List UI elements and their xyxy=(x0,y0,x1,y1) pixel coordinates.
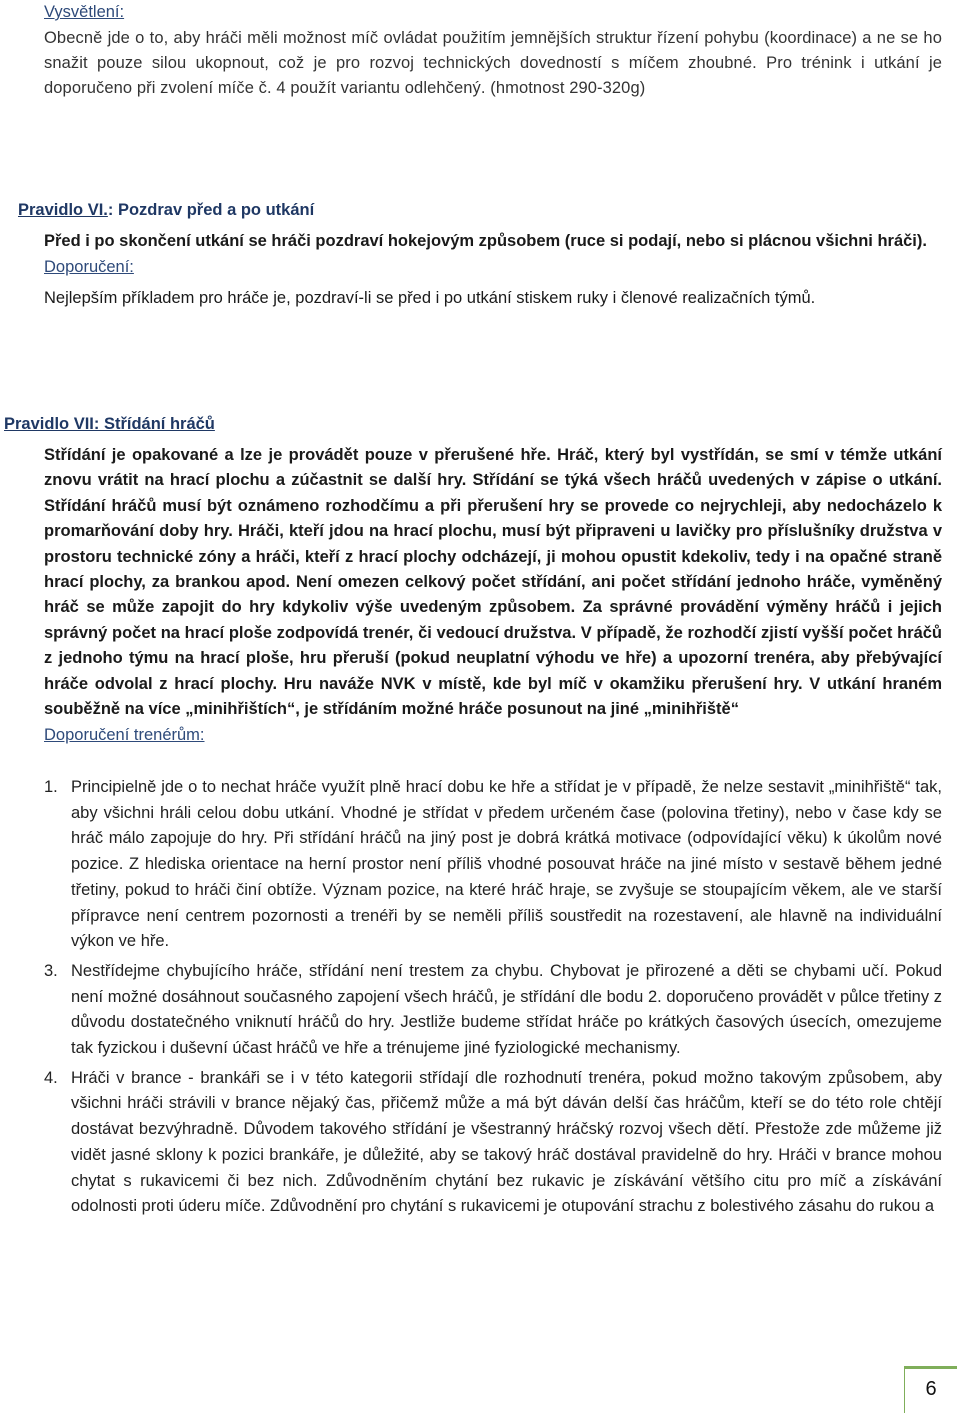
rule-vii-section xyxy=(4,412,942,748)
rule-vi-heading xyxy=(18,197,942,223)
rule-vi-recommendation-label: Doporučení: xyxy=(44,258,134,276)
list-item xyxy=(44,775,942,955)
list-item-text: Nestřídejme chybujícího hráče, střídání není trestem za chybu. Chybovat je přirozené a děti se chybami učí. Pokud není možné dosáhnout současného zapojení všech hráčů, je střídání dle bodu 2. doporučeno provádět v půlce třetiny z důvodu dostatečného vniknutí hráčů do hry. Jestliže budeme střídat hráče po krátkých časových úsecích, omezujeme tak fyzickou i duševní účast hráčů ve hře a trénujeme jiné fyziologické mechanismy. xyxy=(71,961,942,1058)
rule-vi-section xyxy=(18,197,942,311)
rule-vi-text: Před i po skončení utkání se hráči pozdraví hokejovým způsobem (ruce si podají, nebo si plácnou všichni hráči). xyxy=(44,232,927,250)
explanation-label: Vysvětlení: xyxy=(44,3,125,21)
rule-vii-recommendation-label: Doporučení trenérům: xyxy=(44,726,205,745)
list-marker: 1. xyxy=(44,778,58,796)
list-marker: 4. xyxy=(44,1068,58,1087)
explanation-section xyxy=(44,0,942,101)
list-marker: 3. xyxy=(44,961,58,980)
list-item xyxy=(44,1066,942,1220)
rule-vii-heading: Pravidlo VII: Střídání hráčů xyxy=(4,415,215,433)
list-item-text: Principielně jde o to nechat hráče využít plně hrací dobu ke hře a střídat je v případě, že nelze sestavit „minihřiště“ tak, aby všichni hráli celou dobu utkání. Vhodné je střídat v předem určeném čase (polovina třetiny), nebo v čase kdy se hráč málo zapojuje do hry. Při střídání hráčů na jiný post je dobrá krátká motivace (odpovídající věku) k úkolům nové pozice. Z hlediska orientace na herní prostor není příliš vhodné posouvat hráče na jiné místo v sestavě během jedné třetiny, pokud to hráči činí obtíže. Význam pozice, na které hráč hraje, se zvyšuje se stoupajícím věkem, ale ve starší přípravce není centrem pozornosti a trenéři by se neměli příliš soustředit na rozestavení, ale hlavně na individuální výkon ve hře. xyxy=(71,778,942,951)
rule-vi-title: : Pozdrav před a po utkání xyxy=(107,201,315,219)
page-number: 6 xyxy=(904,1366,957,1413)
rule-vi-recommendation: Nejlepším příkladem pro hráče je, pozdraví-li se před i po utkání stiskem ruky i členové realizačních týmů. xyxy=(44,289,816,307)
rule-vi-number: Pravidlo VI. xyxy=(18,201,108,219)
list-item-text: Hráči v brance - brankáři se i v této kategorii střídají dle rozhodnutí trenéra, pokud možno takovým způsobem, aby všichni hráči strávili v brance nějaký čas, přičemž může a má být dáván delší čas hráčům, kteří se do této role chtějí dostávat bezvýhradně. Důvodem takového střídání je všestranný hráčský rozvoj všech dětí. Přestože zde můžeme již vidět jasné sklony k pozici brankáře, je důležité, aby se takový hráč dostával pravidelně do hry. Hráči v brance mohou chytat s rukavicemi či bez nich. Zdůvodněním chytání bez rukavic je získávání většího citu pro míč a získávání odolnosti proti úderu míče. Zdůvodnění pro chytání s rukavicemi je otupování strachu z bolestivého zásahu do rukou a xyxy=(71,1068,942,1216)
list-item xyxy=(44,959,942,1062)
rule-vii-text: Střídání je opakované a lze je provádět pouze v přerušené hře. Hráč, který byl vystřídán, se smí v témže utkání znovu vrátit na hrací plochu a zúčastnit se další hry. Střídání se týká všech hráčů uvedených v zápise o utkání. Střídání hráčů musí být oznámeno rozhodčímu a při přerušení hry se provede co nejrychleji, aby nedocházelo k promarňování doby hry. Hráči, kteří jdou na hrací plochu, musí být připraveni u lavičky pro příslušníky družstva v prostoru technické zóny a hráči, kteří z hrací plochy odcházejí, ji mohou opustit kdekoliv, tedy i na opačné straně hrací plochy, za brankou apod. Není omezen celkový počet střídání, ani počet střídání jednoho hráče, vyměněný hráč se může zapojit do hry kdykoliv výše uvedeným způsobem. Za správné provádění výměny hráčů i jejich správný počet na hrací ploše zodpovídá trenér, či vedoucí družstva. V případě, že rozhodčí zjistí vyšší počet hráčů z jednoho týmu na hrací ploše, hru přeruší (pokud neuplatní výhodu ve hře) a upozorní trenéra, aby přebývající hráče odvolal z hrací plochy. Hru naváže NVK v místě, kde byl míč v okamžiku přerušení hry. V utkání hraném souběžně na více „minihřištích“, je střídáním možné hráče posunout na jiné „minihřiště“ xyxy=(44,446,942,719)
explanation-text: Obecně jde o to, aby hráči měli možnost míč ovládat použitím jemnějších struktur řízení pohybu (koordinace) a ne se ho snažit pouze silou ukopnout, což je pro rozvoj technických dovedností s míčem zhoubné. Pro trénink i utkání je doporučeno při zvolení míče č. 4 použít variantu odlehčený. (hmotnost 290-320g) xyxy=(44,29,942,97)
recommendation-list xyxy=(44,775,942,1224)
